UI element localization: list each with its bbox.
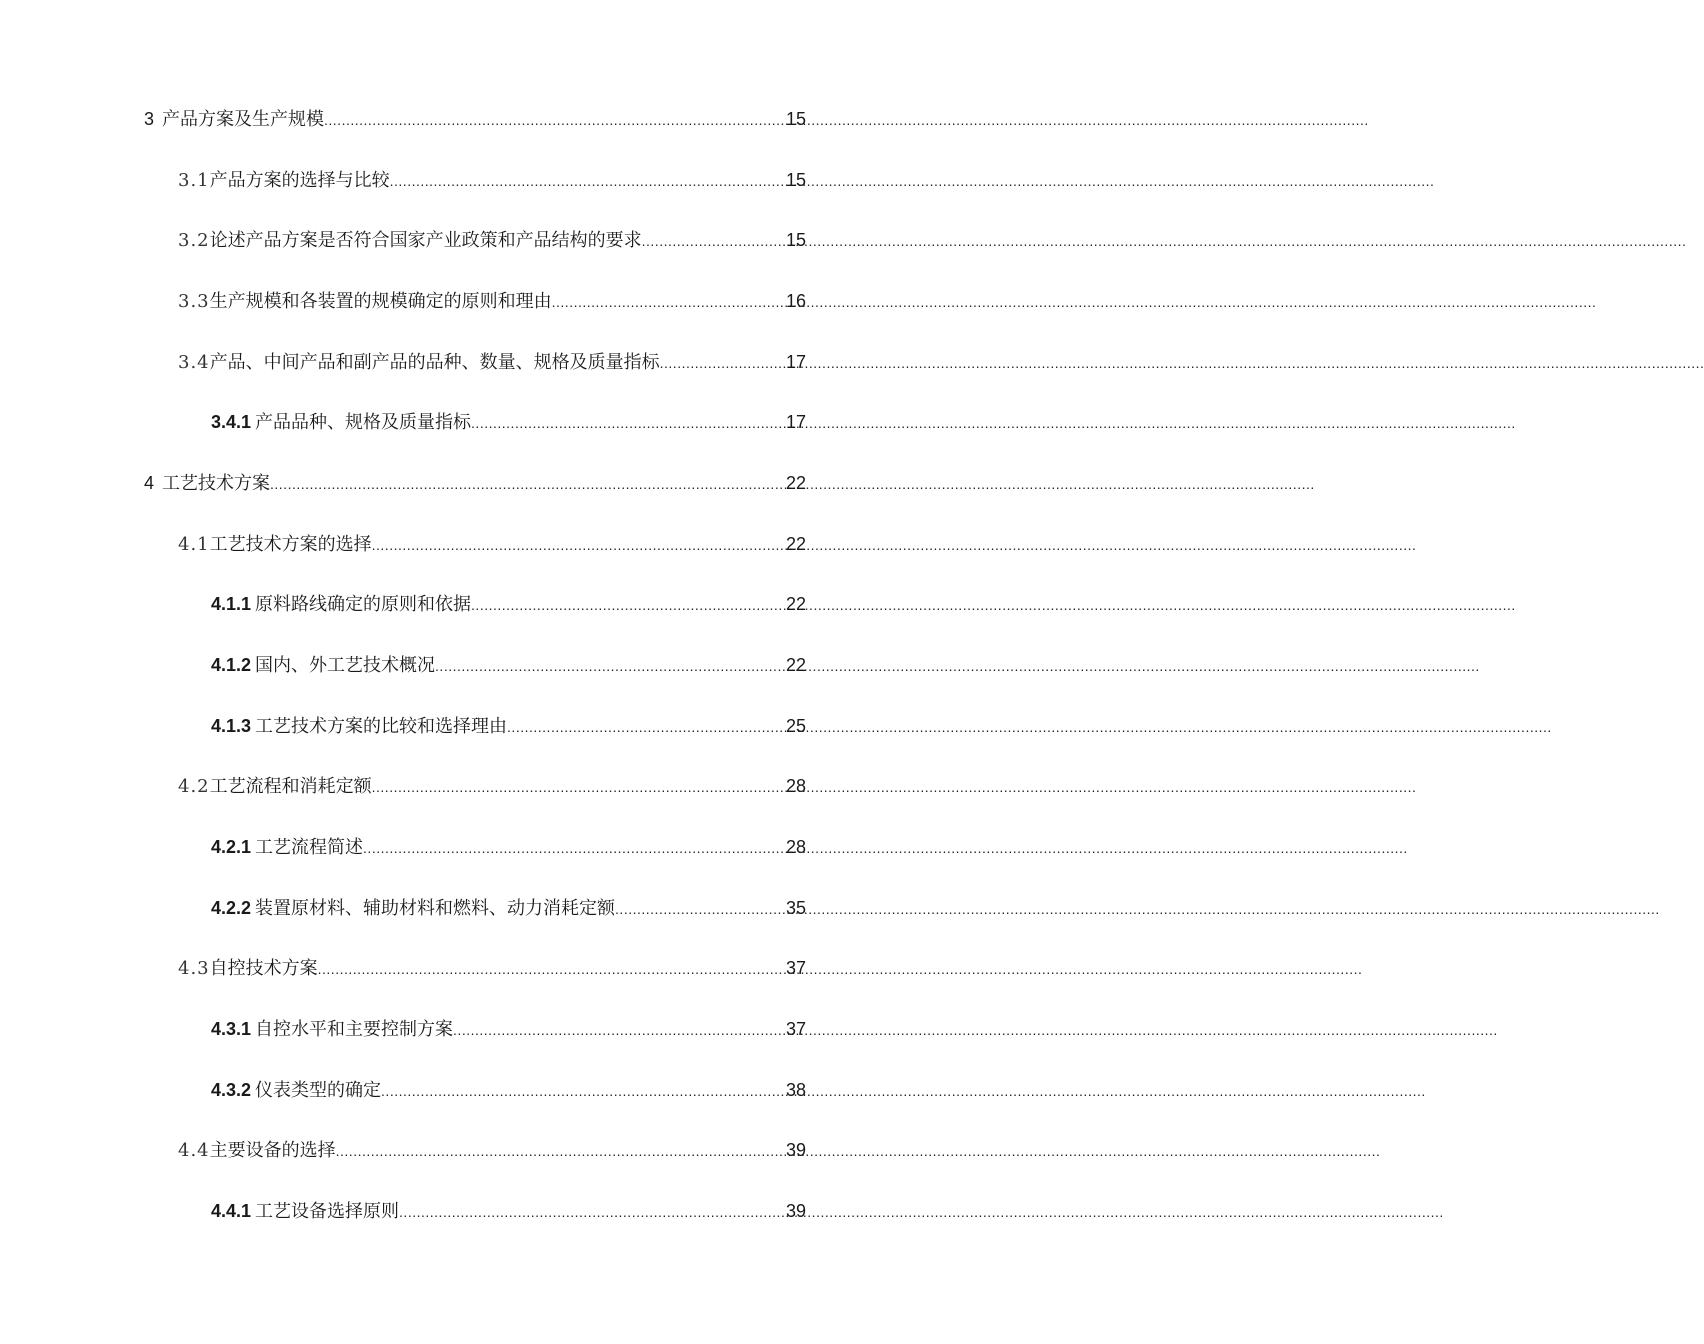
toc-entry[interactable]	[211, 589, 806, 619]
toc-entry-title	[144, 104, 324, 135]
toc-leader-dots	[363, 833, 784, 863]
toc-entry-text: 自控水平和主要控制方案	[255, 1019, 454, 1040]
toc-entry-number: 4.2.2	[211, 898, 252, 918]
toc-entry-number: 3	[144, 109, 155, 129]
toc-entry-number: 4.1.3	[211, 716, 252, 736]
toc-entry-text: 装置原材料、辅助材料和燃料、动力消耗定额	[255, 898, 616, 919]
toc-leader-dots	[372, 530, 784, 560]
toc-page-number: 38	[785, 1080, 806, 1100]
toc-entry[interactable]	[211, 1075, 806, 1105]
toc-entry[interactable]	[178, 347, 806, 377]
toc-entry[interactable]	[211, 711, 806, 741]
toc-leader-dots	[399, 1197, 784, 1227]
toc-page-number: 22	[785, 594, 806, 614]
toc-leader-dots	[372, 772, 784, 802]
toc-page-number: 22	[785, 655, 806, 675]
toc-entry-title	[211, 711, 507, 742]
toc-entry-number: 4.3.1	[211, 1019, 252, 1039]
toc-entry-title	[211, 1014, 453, 1045]
toc-entry[interactable]	[178, 286, 806, 316]
toc-page-number: 39	[785, 1140, 806, 1160]
toc-entry-number: 3.4	[178, 352, 210, 373]
toc-entry-text: 论述产品方案是否符合国家产业政策和产品结构的要求	[209, 230, 642, 251]
toc-entry-title	[178, 1136, 336, 1166]
toc-entry[interactable]	[178, 771, 806, 801]
toc-entry-text: 自控技术方案	[209, 958, 318, 979]
toc-page-number: 17	[785, 412, 806, 432]
toc-entry-title	[178, 954, 318, 984]
toc-entry-number: 3.1	[178, 170, 210, 191]
toc-entry[interactable]	[211, 407, 806, 437]
toc-page-number: 28	[785, 837, 806, 857]
toc-leader-dots	[453, 1015, 784, 1045]
toc-entry[interactable]	[178, 1135, 806, 1165]
toc-leader-dots	[471, 590, 784, 620]
toc-page-number: 37	[785, 958, 806, 978]
toc-leader-dots	[435, 651, 784, 681]
toc-leader-dots	[324, 105, 784, 135]
toc-entry-number: 4.1	[178, 534, 210, 555]
toc-entry[interactable]	[144, 468, 806, 498]
toc-entry-text: 仪表类型的确定	[255, 1080, 382, 1101]
toc-entry-number: 4.2	[178, 776, 210, 797]
toc-entry-title	[178, 226, 642, 256]
toc-entry-title	[211, 407, 471, 438]
toc-entry-number: 4	[144, 473, 155, 493]
toc-page-number: 15	[785, 230, 806, 250]
toc-leader-dots	[336, 1136, 784, 1166]
toc-entry-text: 工艺技术方案的比较和选择理由	[255, 716, 508, 737]
toc-entry-text: 产品品种、规格及质量指标	[255, 412, 472, 433]
toc-entry-number: 4.1.1	[211, 594, 252, 614]
toc-page-number: 17	[785, 352, 806, 372]
toc-entry[interactable]	[178, 953, 806, 983]
toc-page-number: 25	[785, 716, 806, 736]
toc-entry-title	[178, 287, 552, 317]
toc-entry-number: 4.4	[178, 1140, 210, 1161]
toc-entry-number: 3.2	[178, 230, 210, 251]
toc-entry-title	[144, 468, 270, 499]
toc-entry-title	[211, 589, 471, 620]
toc-leader-dots	[381, 1076, 784, 1106]
toc-leader-dots	[507, 712, 784, 742]
toc-entry-text: 工艺技术方案的选择	[209, 534, 372, 555]
toc-entry-text: 工艺技术方案	[162, 473, 271, 494]
toc-leader-dots	[471, 408, 784, 438]
toc-leader-dots	[318, 954, 784, 984]
toc-entry-number: 4.3.2	[211, 1080, 252, 1100]
toc-page-number: 15	[785, 170, 806, 190]
toc-page-number: 16	[785, 291, 806, 311]
toc-entry-title	[178, 166, 390, 196]
toc-page-number: 15	[785, 109, 806, 129]
toc-entry[interactable]	[211, 650, 806, 680]
toc-entry-number: 4.1.2	[211, 655, 252, 675]
toc-entry-text: 主要设备的选择	[209, 1140, 336, 1161]
toc-entry[interactable]	[144, 104, 806, 134]
toc-entry-title	[178, 530, 372, 560]
toc-leader-dots	[660, 348, 784, 378]
toc-entry[interactable]	[211, 1014, 806, 1044]
toc-entry-text: 工艺流程和消耗定额	[209, 776, 372, 797]
toc-entry-number: 4.4.1	[211, 1201, 252, 1221]
toc-entry-number: 3.4.1	[211, 412, 252, 432]
toc-leader-dots	[390, 166, 784, 196]
toc-entry-text: 工艺流程简述	[255, 837, 364, 858]
toc-leader-dots	[270, 469, 784, 499]
toc-entry[interactable]	[211, 893, 806, 923]
toc-entry-title	[178, 772, 372, 802]
toc-leader-dots	[615, 894, 784, 924]
toc-entry-title	[178, 348, 660, 378]
toc-entry-text: 原料路线确定的原则和依据	[255, 594, 472, 615]
toc-entry-number: 4.3	[178, 958, 210, 979]
toc-leader-dots	[642, 226, 784, 256]
toc-entry-text: 产品、中间产品和副产品的品种、数量、规格及质量指标	[209, 352, 660, 373]
toc-entry[interactable]	[178, 225, 806, 255]
toc-entry-text: 国内、外工艺技术概况	[255, 655, 436, 676]
toc-page-number: 22	[785, 473, 806, 493]
toc-page-number: 35	[785, 898, 806, 918]
toc-entry-text: 生产规模和各装置的规模确定的原则和理由	[209, 291, 552, 312]
toc-entry-title	[211, 893, 615, 924]
toc-entry[interactable]	[211, 832, 806, 862]
toc-page-number: 28	[785, 776, 806, 796]
toc-entry-title	[211, 1075, 381, 1106]
toc-entry-title	[211, 1196, 399, 1227]
toc-entry-title	[211, 650, 435, 681]
toc-entry[interactable]	[178, 529, 806, 559]
toc-entry-text: 产品方案的选择与比较	[209, 170, 390, 191]
toc-entry-number: 3.3	[178, 291, 210, 312]
toc-entry[interactable]	[211, 1196, 806, 1226]
toc-page-number: 37	[785, 1019, 806, 1039]
toc-entry[interactable]	[178, 165, 806, 195]
toc-entry-text: 产品方案及生产规模	[162, 109, 325, 130]
toc-page-number: 22	[785, 534, 806, 554]
toc-page-number: 39	[785, 1201, 806, 1221]
toc-leader-dots	[552, 287, 784, 317]
toc-entry-text: 工艺设备选择原则	[255, 1201, 400, 1222]
toc-entry-number: 4.2.1	[211, 837, 252, 857]
toc-entry-title	[211, 832, 363, 863]
